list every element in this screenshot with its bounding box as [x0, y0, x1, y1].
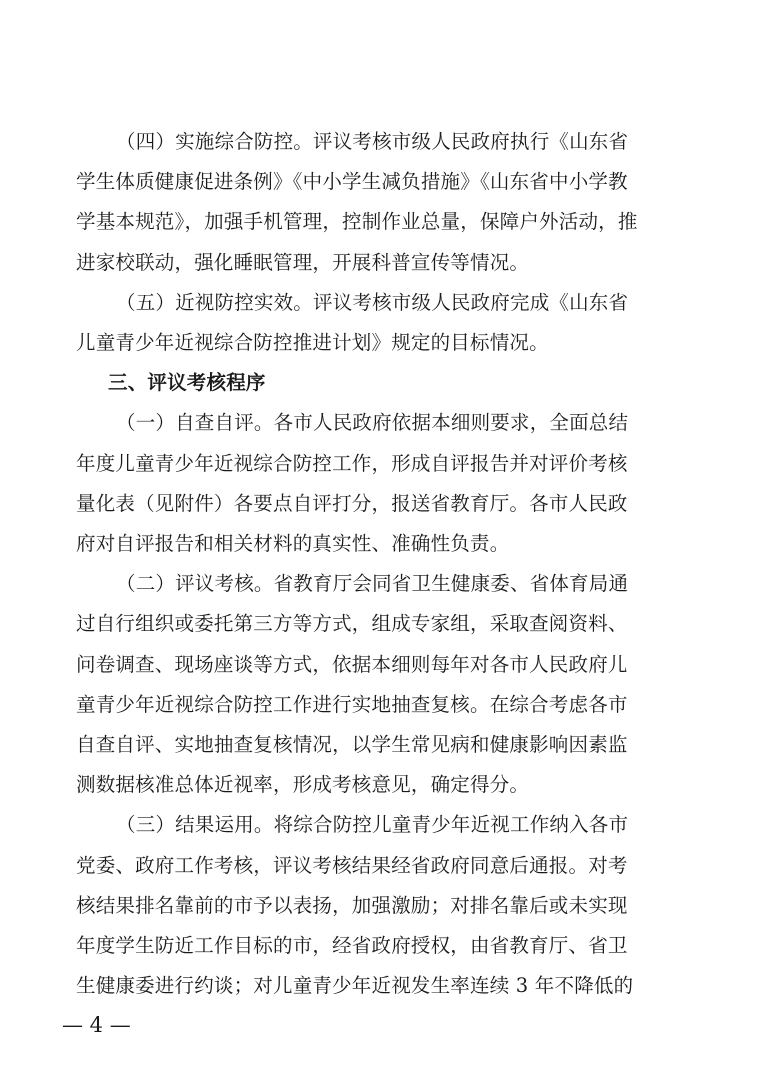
paragraph-3-line-2: 年度儿童青少年近视综合防控工作，形成自评报告并对评价考核 — [76, 451, 628, 475]
paragraph-4-line-6: 测数据核准总体近视率，形成考核意见，确定得分。 — [76, 773, 530, 797]
paragraph-1-line-4: 进家校联动，强化睡眠管理，开展科普宣传等情况。 — [76, 250, 530, 274]
page-number: — 4 — — [62, 1013, 131, 1037]
section-heading: 三、评议考核程序 — [108, 371, 266, 395]
paragraph-1-line-3: 学基本规范》，加强手机管理，控制作业总量，保障户外活动，推 — [76, 210, 638, 234]
paragraph-5-line-2: 党委、政府工作考核，评议考核结果经省政府同意后通报。对考 — [76, 853, 628, 877]
paragraph-4-line-3: 问卷调查、现场座谈等方式，依据本细则每年对各市人民政府儿 — [76, 652, 628, 676]
paragraph-5-line-4: 年度学生防近工作目标的市，经省政府授权，由省教育厅、省卫 — [76, 934, 628, 957]
paragraph-4-line-4: 童青少年近视综合防控工作进行实地抽查复核。在综合考虑各市 — [76, 692, 628, 716]
paragraph-3-line-4: 府对自评报告和相关材料的真实性、准确性负责。 — [76, 532, 510, 555]
paragraph-5-line-1: （三）结果运用。将综合防控儿童青少年近视工作纳入各市 — [116, 813, 629, 837]
paragraph-3-line-3: 量化表（见附件）各要点自评打分，报送省教育厅。各市人民政 — [76, 491, 628, 515]
paragraph-1-line-2: 学生体质健康促进条例》《中小学生减负措施》《山东省中小学教 — [76, 170, 628, 194]
paragraph-3-line-1: （一）自查自评。各市人民政府依据本细则要求，全面总结 — [116, 411, 629, 435]
paragraph-5-line-3: 核结果排名靠前的市予以表扬，加强激励；对排名靠后或未实现 — [76, 893, 628, 917]
paragraph-4-line-1: （二）评议考核。省教育厅会同省卫生健康委、省体育局通 — [116, 572, 629, 596]
paragraph-2-line-1: （五）近视防控实效。评议考核市级人民政府完成《山东省 — [116, 290, 629, 314]
paragraph-1-line-1: （四）实施综合防控。评议考核市级人民政府执行《山东省 — [116, 130, 629, 153]
paragraph-4-line-5: 自查自评、实地抽查复核情况，以学生常见病和健康影响因素监 — [76, 733, 628, 756]
paragraph-5-line-5: 生健康委进行约谈；对儿童青少年近视发生率连续 3 年不降低的 — [76, 974, 634, 998]
paragraph-4-line-2: 过自行组织或委托第三方等方式，组成专家组，采取查阅资料、 — [76, 612, 628, 636]
paragraph-2-line-2: 儿童青少年近视综合防控推进计划》规定的目标情况。 — [76, 331, 549, 354]
